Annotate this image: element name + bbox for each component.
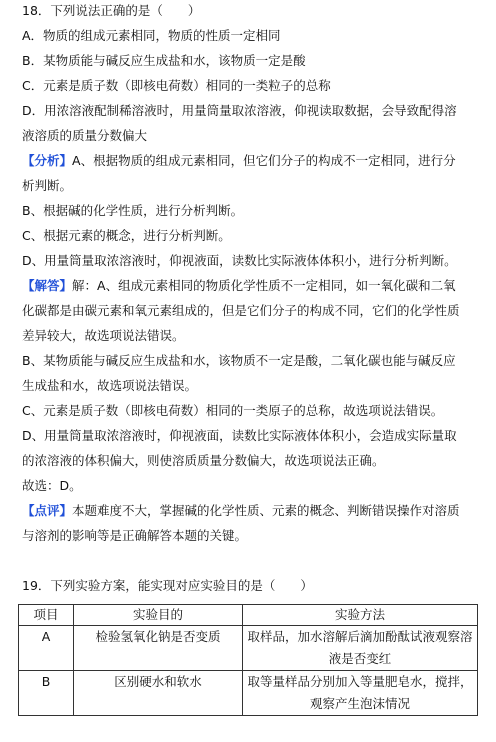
analysis-c: C、根据元素的概念，进行分析判断。	[22, 228, 231, 243]
solution-d-line2: 的浓溶液的体积偏大，则使溶质质量分数偏大，故选项说法正确。	[22, 453, 385, 468]
answer: 故选：D。	[22, 478, 82, 493]
q18-title: 18．下列说法正确的是（ ）	[22, 3, 201, 18]
solution-line2: 化碳都是由碳元素和氧元素组成的，但是它们分子的构成不同，它们的化学性质	[22, 303, 460, 318]
comment-line2: 与溶剂的影响等是正确解答本题的关键。	[22, 528, 248, 543]
analysis-b: B、根据碱的化学性质，进行分析判断。	[22, 203, 244, 218]
row-purpose: 检验氢氧化钠是否变质	[74, 626, 243, 671]
solution-b-line2: 生成盐和水，故选项说法错误。	[22, 378, 198, 393]
analysis-text: A、根据物质的组成元素相同，但它们分子的构成不一定相同，进行分	[72, 153, 456, 168]
row-item: A	[19, 626, 74, 671]
row-method-line1: 取样品，加水溶解后滴加酚酞试液观察溶	[247, 629, 473, 644]
row-method-line2: 观察产生泡沫情况	[309, 696, 410, 711]
row-method	[243, 626, 478, 671]
table-row	[19, 626, 478, 671]
table-row	[19, 671, 478, 716]
row-item: B	[19, 671, 74, 716]
q18-option-b: B．某物质能与碱反应生成盐和水，该物质一定是酸	[22, 53, 306, 68]
comment-tag: 【点评】	[22, 503, 73, 518]
analysis-line2: 析判断。	[22, 178, 73, 193]
q18-option-a: A．物质的组成元素相同，物质的性质一定相同	[22, 28, 281, 43]
q18-option-c: C．元素是质子数（即核电荷数）相同的一类粒子的总称	[22, 78, 331, 93]
analysis-tag: 【分析】	[22, 153, 73, 168]
q19-title: 19．下列实验方案，能实现对应实验目的是（ ）	[22, 578, 313, 593]
row-method-line2: 液是否变红	[328, 651, 392, 666]
row-method	[243, 671, 478, 716]
comment-text: 本题难度不大，掌握碱的化学性质、元素的概念、判断错误操作对溶质	[72, 503, 460, 518]
q18-option-d-line2: 液溶质的质量分数偏大	[22, 128, 148, 143]
solution-line3: 差异较大，故选项说法错误。	[22, 328, 185, 343]
solution-text: 解：A、组成元素相同的物质化学性质不一定相同，如一氧化碳和二氧	[72, 278, 456, 293]
solution-line1	[22, 278, 456, 294]
header-item: 项目	[19, 605, 74, 626]
table-header-row	[19, 605, 478, 626]
q18-option-d-line1: D．用浓溶液配制稀溶液时，用量筒量取浓溶液，仰视读取数据，会导致配得溶	[22, 103, 457, 118]
row-method-line1: 取等量样品分别加入等量肥皂水，搅拌，	[247, 674, 473, 689]
analysis-line1	[22, 153, 456, 169]
comment-line1	[22, 503, 460, 519]
solution-d-line1: D、用量筒量取浓溶液时，仰视液面，读数比实际液体体积小，会造成实际量取	[22, 428, 457, 443]
row-purpose: 区别硬水和软水	[74, 671, 243, 716]
header-purpose: 实验目的	[74, 605, 243, 626]
solution-c: C、元素是质子数（即核电荷数）相同的一类原子的总称，故选项说法错误。	[22, 403, 444, 418]
solution-b-line1: B、某物质能与碱反应生成盐和水，该物质不一定是酸，二氧化碳也能与碱反应	[22, 353, 456, 368]
solution-tag: 【解答】	[22, 278, 73, 293]
analysis-d: D、用量筒量取浓溶液时，仰视液面，读数比实际液体体积小，进行分析判断。	[22, 253, 457, 268]
experiment-table	[18, 604, 478, 716]
header-method: 实验方法	[243, 605, 478, 626]
